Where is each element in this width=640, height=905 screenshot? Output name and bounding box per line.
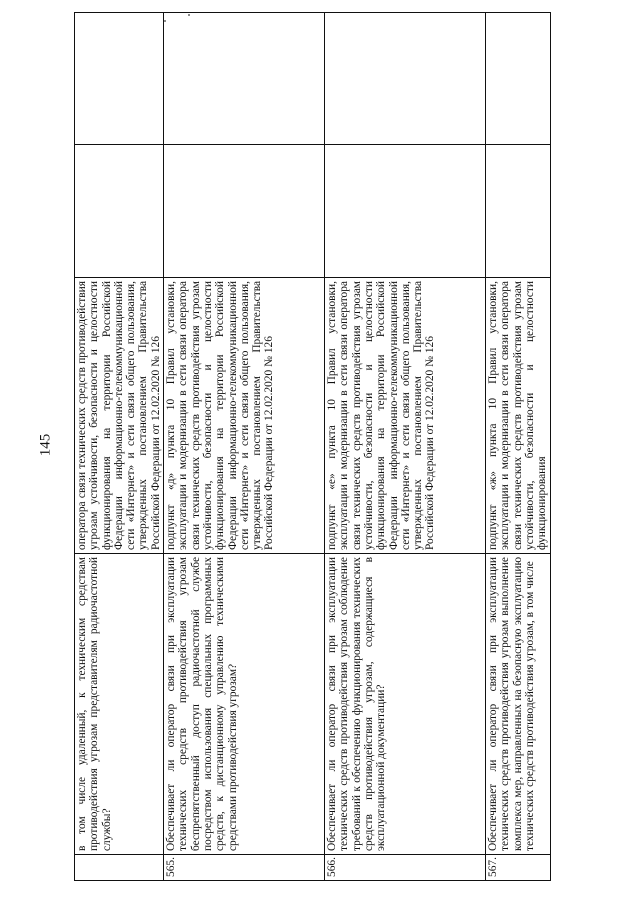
requirement-cell: подпункт «е» пункта 10 Правил установки, эксплуатации и модернизации в сети связи оператора связи технических средств противодействия угрозам устойчивости, безопасности и целостности функционирования на территории Российской Федерации информационно-телекоммуникационной сети «Интернет» и сети связи общего пользования, утвержденных постановлением Правительства Российской Федерации от 12.02.2020 № 126 — [325, 278, 486, 554]
question-cell: Обеспечивает ли оператор связи при эксплуатации технических средств противодействия угрозам соблюдение требований к обеспечению функционирования технических средств противодействия угрозам, содержащиеся в эксплуатационной документации? — [325, 554, 486, 855]
requirements-table — [74, 12, 551, 881]
blank-cell — [164, 145, 325, 278]
question-cell: Обеспечивает ли оператор связи при эксплуатации технических средств противодействия угрозам выполнение комплекса мер, направленных на безопасную эксплуатацию технических средств противодействия угрозам, в том числе — [486, 554, 550, 855]
row-number-cell: 565. — [164, 855, 325, 881]
blank-cell — [164, 13, 325, 145]
page-number: 145 — [37, 433, 54, 457]
row-number-cell: 567. — [486, 855, 550, 881]
requirement-cell: оператора связи технических средств противодействия угрозам устойчивости, безопасности и целостности функционирования на территории Российской Федерации информационно-телекоммуникационной сети «Интернет» и сети связи общего пользования, утвержденных постановлением Правительства Российской Федерации от 12.02.2020 № 126 — [75, 278, 164, 554]
table-row — [75, 13, 164, 881]
question-cell: Обеспечивает ли оператор связи при эксплуатации технических средств противодействия угрозам беспрепятственный доступ радиочастотной службе посредством использования специальных программных средств, к дистанционному управлению техническими средствами противодействия угрозам? — [164, 554, 325, 855]
requirement-cell: подпункт «ж» пункта 10 Правил установки, эксплуатации и модернизации в сети связи оператора связи технических средств противодействия угрозам устойчивости, безопасности и целостности функционирования — [486, 278, 550, 554]
question-cell: в том числе удаленный, к техническим средствам противодействия угрозам представителям радиочастотной службы? — [75, 554, 164, 855]
blank-cell — [75, 13, 164, 145]
rotated-table-wrapper — [74, 13, 551, 881]
row-number-cell: 566. — [325, 855, 486, 881]
blank-cell — [75, 145, 164, 278]
blank-cell — [486, 13, 550, 145]
row-number-cell — [75, 855, 164, 881]
blank-cell — [325, 145, 486, 278]
table-row — [164, 13, 325, 881]
blank-cell — [325, 13, 486, 145]
table-row — [325, 13, 486, 881]
blank-cell — [486, 145, 550, 278]
requirement-cell: подпункт «д» пункта 10 Правил установки, эксплуатации и модернизации в сети связи оператора связи технических средств противодействия угрозам устойчивости, безопасности и целостности функционирования на территории Российской Федерации информационно-телекоммуникационной сети «Интернет» и сети связи общего пользования, утвержденных постановлением Правительства Российской Федерации от 12.02.2020 № 126 — [164, 278, 325, 554]
table-row — [486, 13, 550, 881]
